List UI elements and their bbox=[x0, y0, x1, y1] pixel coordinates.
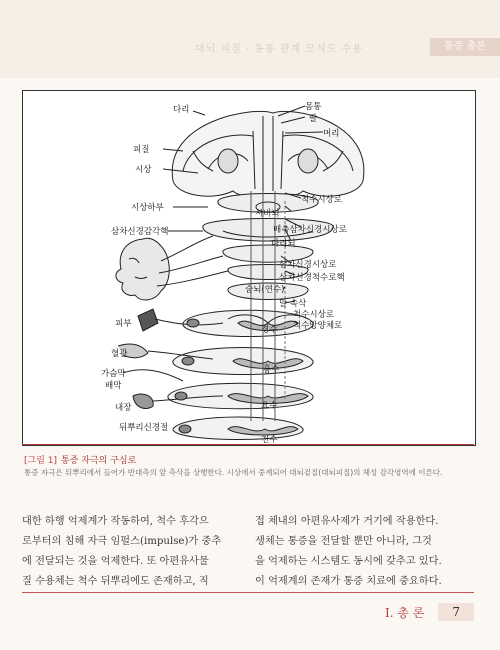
label-cheonsu: 천수 bbox=[261, 435, 278, 445]
figure-frame bbox=[22, 90, 476, 446]
label-pibu: 피부 bbox=[115, 319, 132, 329]
label-samchasingyeong: 삼차신경감각핵 bbox=[111, 227, 169, 237]
label-hyeolgwan: 혈관 bbox=[111, 349, 128, 359]
footer bbox=[385, 603, 474, 621]
label-cheoksu-mang: 척수망양체로 bbox=[293, 321, 343, 331]
label-dari: 다리 bbox=[173, 105, 190, 115]
chapter-title: I. 총 론 bbox=[384, 605, 425, 620]
label-samcha-cheoksu: 삼차신경척수로핵 bbox=[279, 273, 345, 283]
page-number: 7 bbox=[438, 603, 474, 621]
body-line: 생체는 통증을 전달할 뿐만 아니라, 그것 bbox=[255, 536, 432, 547]
body-column-left bbox=[22, 512, 234, 592]
label-sisanghabu: 시상하부 bbox=[131, 203, 164, 213]
label-cheoksu-sisangro: 척수시상로 bbox=[301, 195, 343, 205]
label-sisang: 시상 bbox=[135, 165, 152, 175]
bleed-through-text: 대뇌 피질 · 동통 관계 모식도 수용 bbox=[195, 44, 363, 55]
label-samcha-sisangro: 삼차신경시상로 bbox=[279, 260, 337, 270]
nervous-system-diagram bbox=[23, 91, 475, 445]
body-line: 접 체내의 아편유사제가 거기에 작용한다. bbox=[255, 516, 439, 527]
label-gaslomak: 가슴막 bbox=[101, 369, 126, 379]
label-gyeongsu: 경수 bbox=[261, 325, 278, 335]
label-baemak: 배막 bbox=[105, 381, 122, 391]
label-sumgol: 숨뇌(연수) bbox=[245, 285, 285, 295]
top-strip bbox=[0, 0, 500, 78]
body-line: 을 억제하는 시스템도 동시에 갖추고 있다. bbox=[255, 556, 442, 567]
body-column-right bbox=[255, 512, 467, 592]
caption-title bbox=[24, 453, 136, 466]
label-darinoe: 다리뇌 bbox=[271, 239, 296, 249]
footer-rule bbox=[22, 592, 474, 593]
label-meori: 머리 bbox=[323, 129, 340, 139]
caption-body: 통증 자극은 뒤뿌리에서 들어가 반대측의 앞 측삭을 상행한다. 시상에서 중계되어 대뇌겉질(대뇌피질)의 체성 감각영역에 이른다. bbox=[24, 468, 443, 477]
label-momtong: 몸통 bbox=[305, 102, 322, 112]
label-pal: 팔 bbox=[309, 114, 318, 124]
body-line: 대한 하행 억제계가 작동하여, 척수 후각으 bbox=[22, 516, 209, 527]
figure-caption bbox=[22, 444, 474, 499]
label-baecheuk: 배측삼차신경시상로 bbox=[273, 225, 347, 235]
label-simmaek: 시비뇌 bbox=[255, 209, 280, 219]
label-mal-sokseok: 말 속삭 bbox=[279, 299, 307, 309]
body-line: 로부터의 침해 자극 임펄스(impulse)가 중추 bbox=[22, 536, 222, 547]
body-line: 이 억제계의 존재가 통증 치료에 중요하다. bbox=[255, 576, 442, 587]
label-naejang: 내장 bbox=[115, 403, 132, 413]
label-cheoksu-sisangro2: 척수시상로 bbox=[293, 310, 335, 320]
header-tab: 통증 총론 bbox=[430, 38, 500, 56]
caption-tag: [그림 1] bbox=[24, 456, 57, 466]
label-yosu: 요수 bbox=[261, 401, 278, 411]
label-pijil: 피질 bbox=[133, 145, 150, 155]
body-line: 질 수용체는 척수 뒤뿌리에도 존재하고, 직 bbox=[22, 576, 209, 587]
body-line: 에 전달되는 것을 억제한다. 또 아편유사물 bbox=[22, 556, 209, 567]
caption-title-text: 통증 자극의 구심로 bbox=[61, 456, 137, 466]
label-dwipuri: 뒤뿌리신경절 bbox=[119, 423, 169, 433]
label-hyungsu: 흉수 bbox=[263, 365, 280, 375]
